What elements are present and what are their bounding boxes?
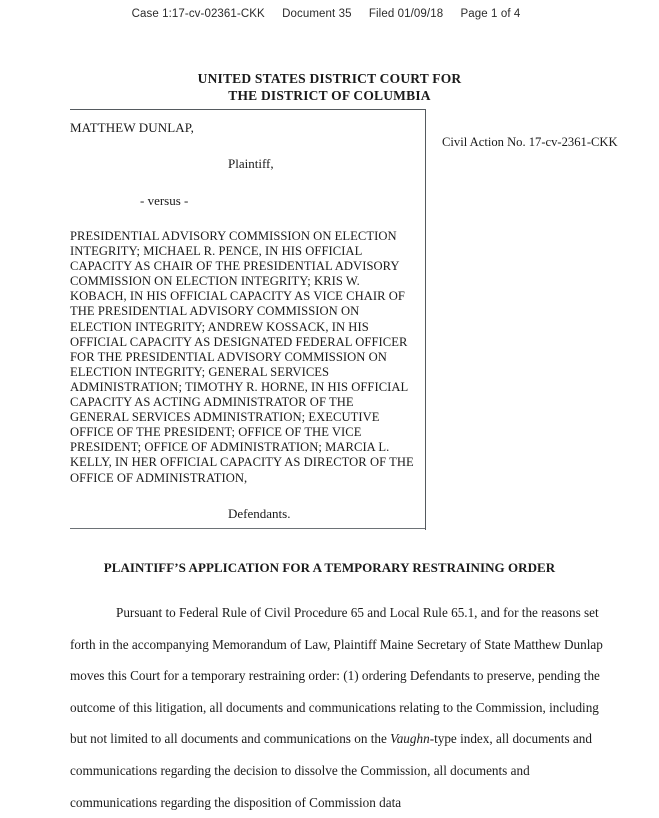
versus-label: - versus - bbox=[140, 193, 189, 208]
stamp-case-number: Case 1:17-cv-02361-CKK bbox=[131, 8, 265, 20]
plaintiff-role-label: Plaintiff, bbox=[228, 156, 274, 171]
case-caption-block bbox=[70, 109, 618, 530]
caption-parties-column bbox=[70, 109, 415, 521]
defendants-role-label: Defendants. bbox=[228, 505, 291, 521]
body-text-part-2: -type index, all documents and communications regarding the decision to dissolve the Commission, all documents and communications regarding the disposition of Commission data bbox=[70, 731, 592, 810]
vaughn-citation: Vaughn bbox=[390, 731, 430, 747]
stamp-document-number: Document 35 bbox=[282, 8, 352, 20]
stamp-filed-date: Filed 01/09/18 bbox=[368, 8, 444, 20]
civil-action-number: Civil Action No. 17-cv-2361-CKK bbox=[442, 135, 618, 149]
defendants-list: PRESIDENTIAL ADVISORY COMMISSION ON ELECTION INTEGRITY; MICHAEL R. PENCE, IN HIS OFFICIAL CAPACITY AS CHAIR OF THE PRESIDENTIAL ADVISORY COMMISSION ON ELECTION INTEGRITY; KRIS W. KOBACH, IN HIS OFFICIAL CAPACITY AS VICE CHAIR OF THE PRESIDENTIAL ADVISORY COMMISSION ON ELECTION INTEGRITY; ANDREW KOSSACK, IN HIS OFFICIAL CAPACITY AS DESIGNATED FEDERAL OFFICER FOR THE PRESIDENTIAL ADVISORY COMMISSION ON ELECTION INTEGRITY; GENERAL SERVICES ADMINISTRATION; TIMOTHY R. HORNE, IN HIS OFFICIAL CAPACITY AS ACTING ADMINISTRATOR OF THE GENERAL SERVICES ADMINISTRATION; EXECUTIVE OFFICE OF THE PRESIDENT; OFFICE OF THE VICE PRESIDENT; OFFICE OF ADMINISTRATION; MARCIA L. KELLY, IN HER OFFICIAL CAPACITY AS DIRECTOR OF THE OFFICE OF ADMINISTRATION, bbox=[70, 229, 414, 485]
body-paragraph-1 bbox=[70, 597, 606, 818]
court-title bbox=[0, 70, 659, 104]
ecf-header-stamp bbox=[0, 8, 659, 20]
body-text-part-1: Pursuant to Federal Rule of Civil Procedure 65 and Local Rule 65.1, and for the reasons set forth in the accompanying Memorandum of Law, Plaintiff Maine Secretary of State Matthew Dunlap moves this Court for a temporary restraining order: (1) ordering Defendants to preserve, pending the outcome of this litigation, all documents and communications relating to the Commission, including but not limited to all documents and communications on the bbox=[70, 605, 603, 747]
court-title-line-2: THE DISTRICT OF COLUMBIA bbox=[228, 88, 431, 103]
court-title-line-1: UNITED STATES DISTRICT COURT FOR bbox=[197, 71, 462, 86]
document-heading: PLAINTIFF’S APPLICATION FOR A TEMPORARY RESTRAINING ORDER bbox=[103, 560, 556, 575]
caption-vertical-divider bbox=[425, 109, 426, 530]
plaintiff-name: MATTHEW DUNLAP, bbox=[70, 120, 195, 135]
caption-bottom-rule bbox=[70, 528, 426, 529]
stamp-page-number: Page 1 of 4 bbox=[460, 8, 521, 20]
document-body bbox=[70, 597, 606, 818]
caption-case-number-column bbox=[442, 109, 659, 150]
